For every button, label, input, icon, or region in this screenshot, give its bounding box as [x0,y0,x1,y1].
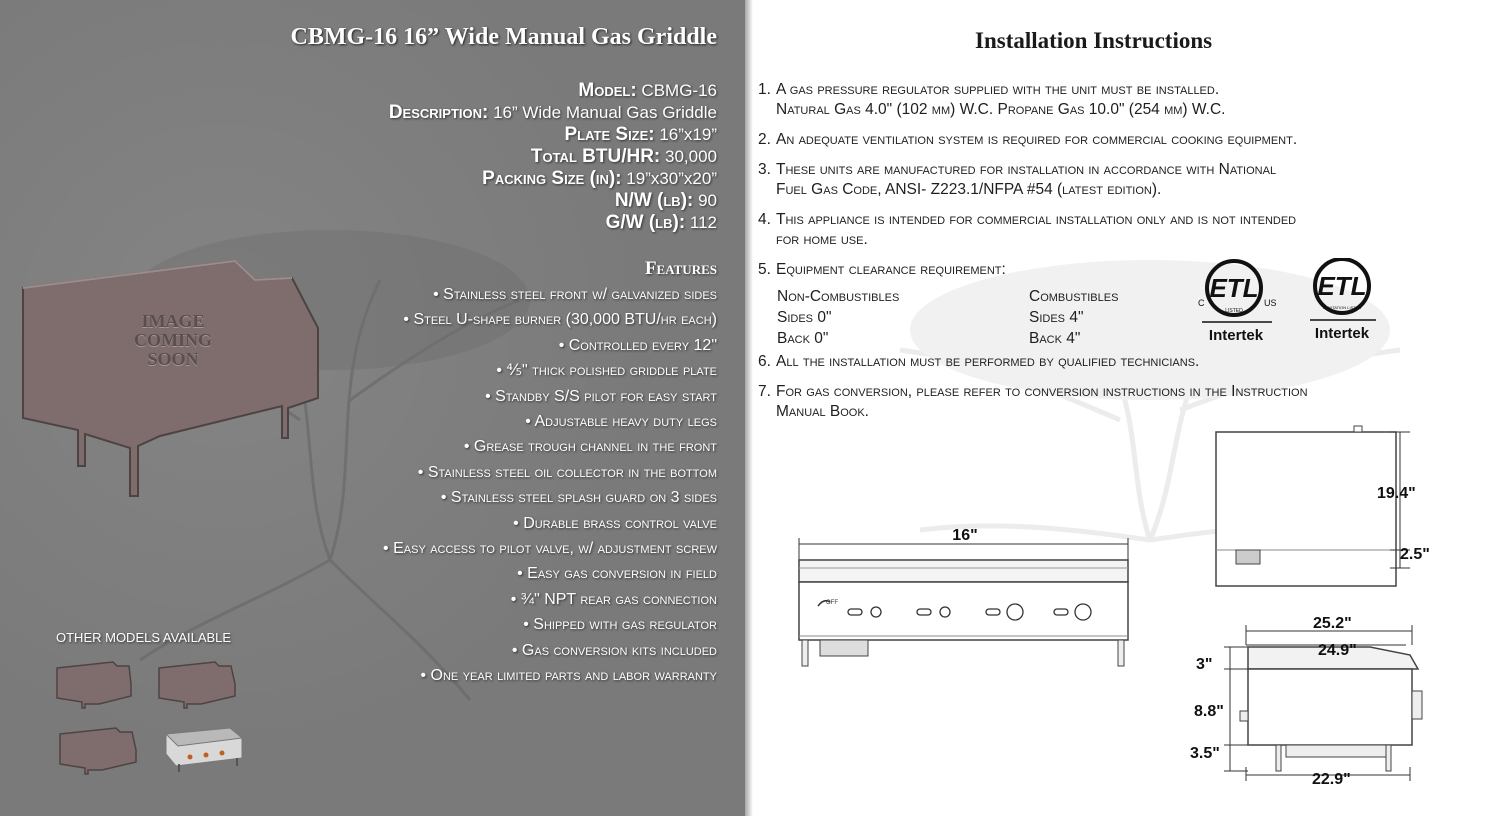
dim-height-top: 3" [1196,656,1213,673]
feature-item: • Standby S/S pilot for easy start [485,387,717,405]
other-model-thumb-griddle-photo[interactable] [160,724,246,774]
spec-key: Model: [578,80,637,101]
spec-key: Total BTU/HR: [530,146,661,167]
placeholder-line: COMING [134,330,212,350]
product-title: CBMG-16 16” Wide Manual Gas Griddle [290,24,717,50]
spec-net-weight [389,190,717,212]
etl-sub: LISTED [1225,308,1243,314]
side-view-drawing [1210,420,1450,595]
feature-item: • Grease trough channel in the front [463,438,717,456]
etl-c: C [1198,298,1205,308]
front-view-drawing [790,520,1140,675]
spec-value: 19”x30”x20” [621,169,717,188]
instruction-text: Fuel Gas Code, ANSI- Z223.1/NFPA #54 (latest edition). [776,181,1162,198]
instruction-text: Natural Gas 4.0" (102 mm) W.C. Propane Gas 10.0" (254 mm) W.C. [776,101,1226,118]
instruction-text: These units are manufactured for installation in accordance with National [776,161,1277,178]
feature-item: • Steel U-shape burner (30,000 BTU/hr each) [403,311,717,329]
feature-item: • Adjustable heavy duty legs [525,413,717,431]
dim-top-inner: 24.9" [1318,642,1357,659]
intertek-text: Intertek [1208,327,1264,344]
instruction-item [758,382,1483,422]
instruction-number: 4. [758,211,771,228]
feature-item: • Gas conversion kits included [511,641,717,659]
features-list [383,282,717,689]
feature-item: • ⅘" thick polished griddle plate [496,362,717,380]
spec-model [389,80,717,102]
spec-key: N/W (lb): [614,190,694,211]
dim-height-low: 3.5" [1190,745,1220,762]
intertek-text: Intertek [1314,325,1370,342]
feature-item: • Easy access to pilot valve, w/ adjustment screw [383,540,717,558]
installation-instructions-list [758,80,1483,432]
dim-side-height: 19.4" [1377,485,1416,502]
instruction-item [758,130,1483,150]
feature-item: • Durable brass control valve [513,514,717,532]
feature-item: • Stainless steel oil collector in the bottom [417,463,717,481]
instruction-item [758,160,1483,200]
etl-sub: SANITATION LISTED [1322,305,1362,310]
feature-item: • Easy gas conversion in field [517,565,717,583]
spec-key: G/W (lb): [605,212,686,233]
dim-bottom-width: 22.9" [1312,771,1351,788]
etl-us: US [1264,298,1277,308]
clearance-cell: Sides 4" [1029,309,1084,326]
feature-item: • One year limited parts and labor warranty [420,667,717,685]
instruction-number: 7. [758,383,771,400]
feature-item: • ¾" NPT rear gas connection [510,590,717,608]
spec-value: 30,000 [660,147,717,166]
other-models-label: OTHER MODELS AVAILABLE [56,630,232,645]
image-coming-soon-text [118,312,228,369]
other-model-thumb-3[interactable] [58,726,138,776]
instruction-text: For gas conversion, please refer to conversion instructions in the Instruction [776,383,1308,400]
installation-title: Installation Instructions [975,28,1213,53]
spec-btu [389,146,717,168]
spec-value: CBMG-16 [636,81,717,100]
clearance-header: Non-Combustibles [777,288,900,305]
instruction-text: for home use. [776,231,868,248]
dim-side-low: 2.5" [1400,546,1430,563]
panel-divider-shadow [745,0,753,816]
dim-front-width: 16" [952,527,978,544]
etl-mark: ETL [1317,271,1367,301]
spec-plate-size [389,124,717,146]
clearance-cell: Back 4" [1029,330,1081,347]
spec-list [389,80,717,234]
feature-item: • Controlled every 12" [558,336,717,354]
spec-key: Description: [388,102,489,123]
dim-height-mid: 8.8" [1194,703,1224,720]
instruction-text: Manual Book. [776,403,869,420]
other-model-thumb-1[interactable] [55,660,133,710]
instruction-text: A gas pressure regulator supplied with the unit must be installed. [776,81,1220,98]
instruction-item [758,210,1483,250]
spec-value: 16” Wide Manual Gas Griddle [488,103,717,122]
placeholder-line: IMAGE [141,311,205,331]
features-heading: Features [644,258,717,279]
other-model-thumb-2[interactable] [157,660,237,710]
etl-mark: ETL [1209,273,1259,303]
instruction-item [758,352,1483,372]
clearance-cell: Back 0" [777,330,829,347]
instruction-number: 6. [758,353,771,370]
etl-sanitation-logo [1304,258,1384,348]
spec-value: 112 [685,213,717,232]
spec-description [389,102,717,124]
clearance-row [777,307,1197,328]
spec-packing-size [389,168,717,190]
spec-key: Packing Size (in): [482,168,622,189]
feature-item: • Shipped with gas regulator [523,616,717,634]
instruction-item [758,80,1483,120]
instruction-text: An adequate ventilation system is required for commercial cooking equipment. [776,131,1298,148]
griddle-placeholder-image [20,258,320,498]
clearance-row [777,328,1197,349]
instruction-number: 3. [758,161,771,178]
instruction-text: This appliance is intended for commercial installation only and is not intended [776,211,1297,228]
instruction-number: 2. [758,131,771,148]
spec-gross-weight [389,212,717,234]
spec-value: 90 [693,191,717,210]
instruction-text: Equipment clearance requirement: [776,261,1006,278]
spec-value: 16”x19” [654,125,717,144]
clearance-cell: Sides 0" [777,309,832,326]
dim-top-outer: 25.2" [1313,615,1352,632]
etl-listed-logo [1196,258,1286,348]
feature-item: • Stainless steel splash guard on 3 sides [440,489,717,507]
spec-key: Plate Size: [564,124,655,145]
clearance-header: Combustibles [1029,288,1119,305]
clearance-header-row [777,286,1197,307]
feature-item: • Stainless steel front w/ galvanized sides [433,286,717,303]
instruction-text: All the installation must be performed by qualified technicians. [776,353,1200,370]
placeholder-line: SOON [147,349,199,369]
instruction-number: 1. [758,81,771,98]
clearance-table [777,286,1197,349]
off-label: OFF [826,600,838,606]
instruction-number: 5. [758,261,771,278]
